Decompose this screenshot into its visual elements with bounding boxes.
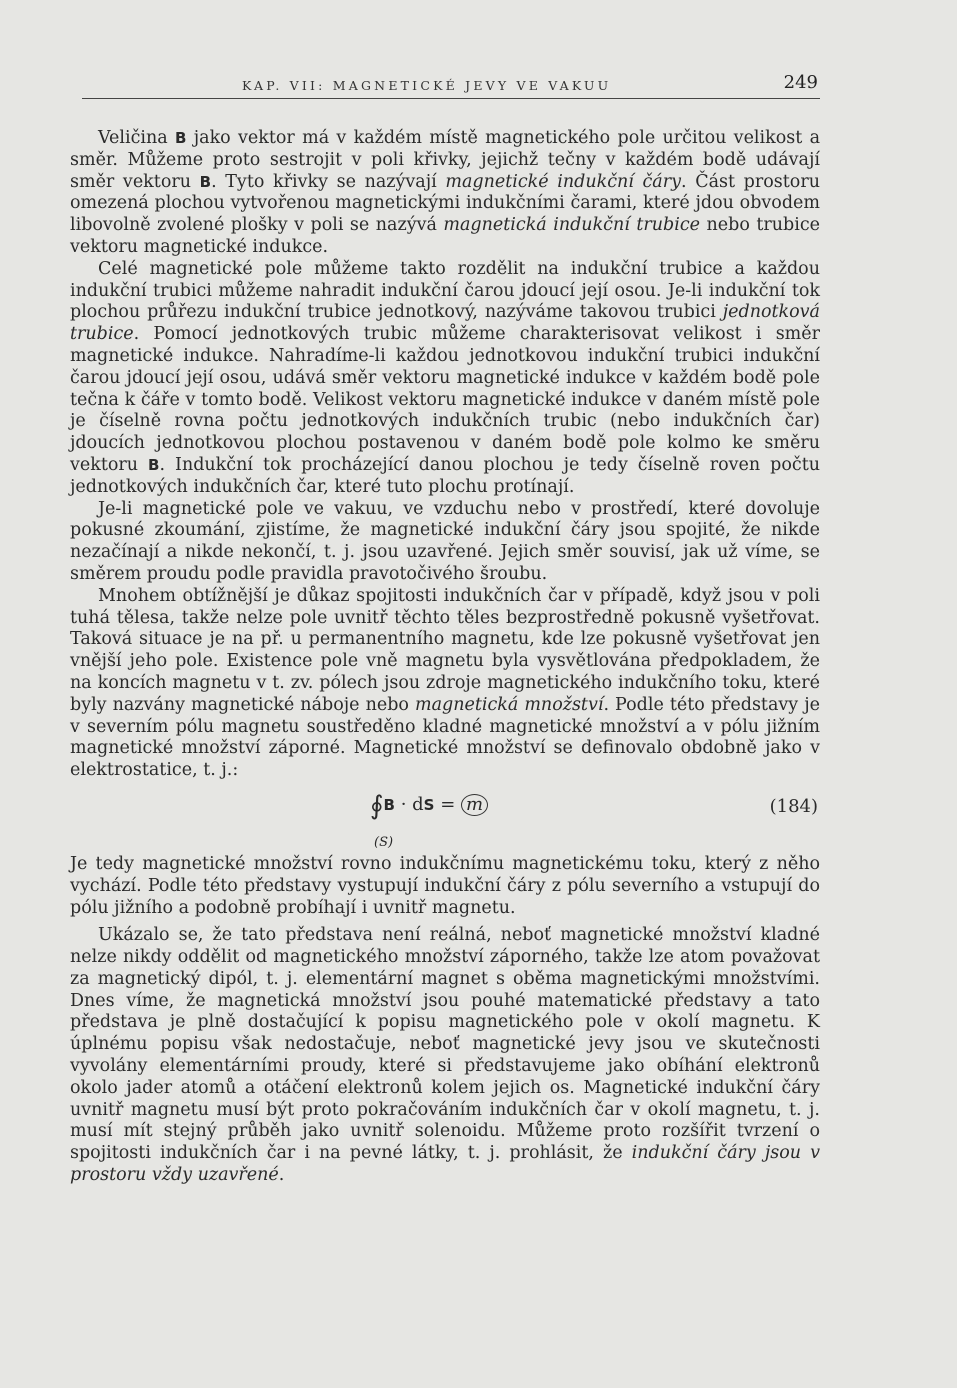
text-run: Veličina <box>98 128 175 148</box>
text-run: Ukázalo se, že tato představa není reálná, neboť magnetické množství kladné nelze nikdy oddělit od magnetického množství záporného, takže lze atom považovat za magnetický dipól, t. j. elementární magnet s oběma magnetickými množstvími. Dnes víme, že magnetická množství jsou pouhé matematické představy a tato představa je plně dostačující k popisu magnetického pole v okolí magnetu. K úplnému popisu však nedostačuje, neboť magnetické jevy jsou ve skutečnosti vyvolány elementárními proudy, které si představujeme jako obíhání elektronů okolo jader atomů a otáčení elektronů kolem jejich os. Magnetické indukční čáry uvnitř magnetu musí být proto pokračováním indukčních čar v okolí magnetu, t. j. musí mít stejný průběh jako uvnitř solenoidu. Můžeme proto rozšířit tvrzení o spojitosti indukčních čar i na pevné látky, t. j. prohlásit, že <box>70 925 820 1164</box>
equation-184 <box>70 786 820 850</box>
term-emphasis: magnetická množství <box>414 694 604 715</box>
text-run: Celé magnetické pole můžeme takto rozdělit na indukční trubice a každou indukční trubici můžeme nahradit indukční čarou jdoucí její osou. Je-li indukční tok plochou průřezu indukční trubice jednotkový, nazýváme takovou trubici <box>70 258 820 323</box>
text-run: . Část prostoru omezená plochou vytvořenou magnetickými indukčními čarami, které jdou obvodem libovolně zvolené plošky v poli se nazývá <box>70 171 820 236</box>
magnetic-quantity-symbol: m <box>461 794 488 816</box>
text-run: . Podle této představy je v severním pólu magnetu soustředěno kladné magnetické množství a v pólu jižním magnetické množství záporné. Magnetické množství se definovalo obdobně jako v elektrostatice, t. j.: <box>70 694 820 781</box>
vector-symbol: B <box>199 172 212 191</box>
running-head: KAP. VII: MAGNETICKÉ JEVY VE VAKUU <box>242 78 612 93</box>
dot-operator: · d <box>394 793 424 815</box>
text-run: nebo trubice vektoru magnetické indukce. <box>70 215 820 257</box>
text-run: . <box>278 1165 285 1186</box>
equals-sign: = <box>434 793 462 815</box>
paragraph-1 <box>70 128 820 259</box>
paragraph-4 <box>70 586 820 782</box>
page-header <box>82 72 820 99</box>
integral-subscript: (S) <box>374 834 394 850</box>
page-number: 249 <box>783 72 818 93</box>
vector-symbol: B <box>148 455 160 474</box>
equation-number: (184) <box>769 795 818 817</box>
paragraph-5: Je tedy magnetické množství rovno indukčnímu magnetickému toku, který z něho vychází. Podle této představy vystupují indukční čáry z pólu severního a vstupují do pólu jižního a podobně probíhají i uvnitř magnetu. <box>70 853 820 918</box>
text-run: . Pomocí jednotkových trubic můžeme charakterisovat velikost i směr magnetické indukce. Nahradíme-li každou jednotkovou indukční trubici indukční čarou jdoucí její osou, udává směr vektoru magnetické indukce v každém bodě pole tečna k čáře v tomto bodě. Velikost vektoru magnetické indukce v daném místě pole je číselně rovna počtu jednotkových indukčních trubic (nebo indukčních čar) jdoucích jednotkovou plochou postavenou v daném bodě pole kolmo ke směru vektoru <box>70 324 820 475</box>
paragraph-2 <box>70 259 820 499</box>
term-emphasis: indukční čáry jsou v prostoru vždy uzavřené <box>70 1143 820 1186</box>
paragraph-6 <box>70 925 820 1187</box>
equation-body <box>370 790 488 850</box>
vector-symbol: S <box>423 795 435 814</box>
body-text <box>70 128 820 1187</box>
term-emphasis: magnetické indukční čáry <box>445 171 681 192</box>
text-run: . Tyto křivky se nazývají <box>211 171 446 192</box>
term-emphasis: magnetická indukční trubice <box>443 215 700 236</box>
vector-symbol: B <box>383 795 395 814</box>
text-run: Mnohem obtížnější je důkaz spojitosti indukčních čar v případě, když jsou v poli tuhá tělesa, takže nelze pole uvnitř těchto těles bezprostředně pokusně vyšetřovat. Taková situace je na př. u permanentního magnetu, kde lze pokusně vyšetřovat jen vnější jeho pole. Existence pole vně magnetu byla vysvětlována předpokladem, že na koncích magnetu v t. zv. pólech jsou zdroje magnetického indukčního toku, které byly nazvány magnetické náboje nebo <box>70 585 820 715</box>
paragraph-3: Je-li magnetické pole ve vakuu, ve vzduchu nebo v prostředí, které dovoluje pokusné zkoumání, zjistíme, že magnetické indukční čáry jsou spojité, že nikde nezačínají a nikde nekončí, t. j. jsou uzavřené. Jejich směr souvisí, jak už víme, se směrem proudu podle pravidla pravotočivého šroubu. <box>70 498 820 584</box>
term-emphasis: jednotková trubice <box>70 302 820 345</box>
text-run: . Indukční tok procházející danou plochou je tedy číselně roven počtu jednotkových indukčních čar, které tuto plochu protínají. <box>70 454 820 497</box>
text-run: jako vektor má v každém místě magnetického pole určitou velikost a směr. Můžeme proto sestrojit v poli křivky, jejichž tečny v každém bodě udávají směr vektoru <box>70 128 820 192</box>
contour-integral-symbol: ∮ <box>370 790 384 821</box>
vector-symbol: B <box>174 129 187 147</box>
